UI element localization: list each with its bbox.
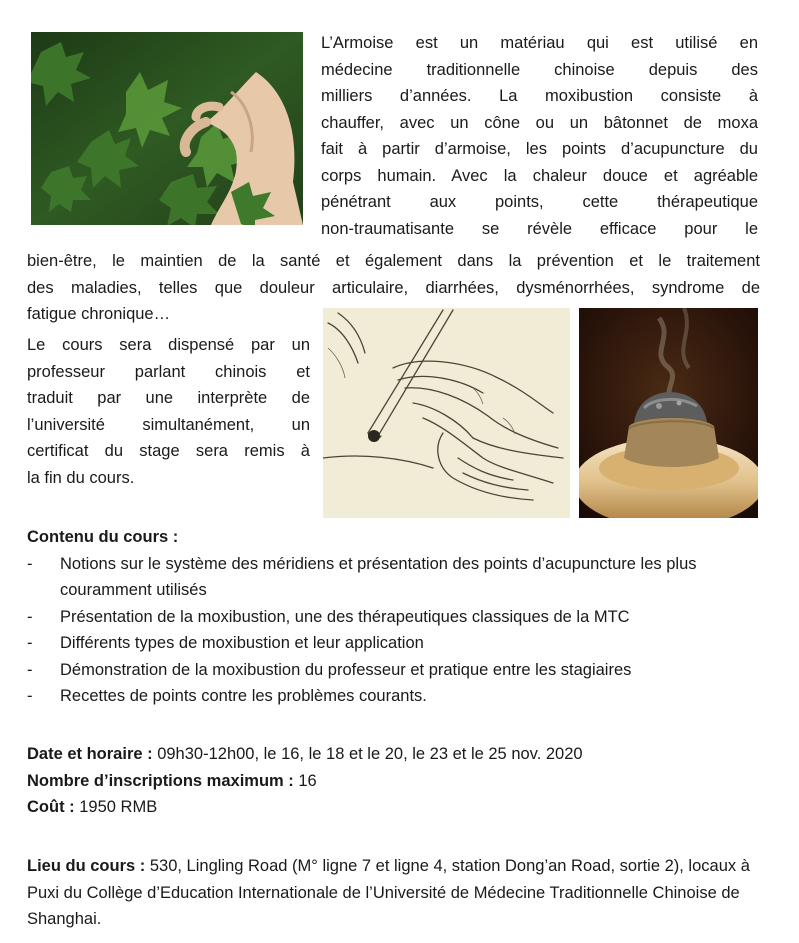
course-line: professeur parlant chinois et	[27, 362, 310, 381]
course-line: Le cours sera dispensé par un	[27, 336, 310, 354]
course-line: certificat du stage sera remis à	[27, 442, 310, 460]
list-item: - Différents types de moxibustion et leur application	[27, 634, 424, 652]
location-paragraph: Lieu du cours : 530, Lingling Road (M° ligne 7 et ligne 4, station Dong’an Road, sortie 2), locaux à Puxi du Collège d’Education Internationale de l’Université de Médecine Traditionnelle Chinoise de Shanghai.	[27, 857, 750, 928]
intro-line: pénétrant aux points, cette thérapeutique	[321, 193, 758, 211]
intro-line: L’Armoise est un matériau qui est utilisé en	[321, 34, 758, 52]
course-content-section	[27, 524, 760, 710]
intro-paragraph	[321, 30, 758, 242]
intro-line: fatigue chronique…	[27, 305, 171, 323]
mugwort-leaves-photo	[31, 32, 303, 225]
max-enrollment-line: Nombre d’inscriptions maximum : 16	[27, 771, 317, 790]
intro-line: bien-être, le maintien de la santé et également dans la prévention et le traitement	[27, 252, 760, 270]
cost-line: Coût : 1950 RMB	[27, 798, 158, 816]
course-line: l’université simultanément, un	[27, 415, 310, 434]
intro-line: corps humain. Avec la chaleur douce et agréable	[321, 166, 758, 185]
course-line: traduit par une interprète de	[27, 389, 310, 407]
course-info	[27, 741, 760, 821]
intro-line: chauffer, avec un cône ou un bâtonnet de moxa	[321, 113, 758, 132]
intro-line: des maladies, telles que douleur articulaire, diarrhées, dysménorrhées, syndrome de	[27, 278, 760, 297]
list-item: - Démonstration de la moxibustion du professeur et pratique entre les stagiaires	[27, 660, 632, 679]
list-item: - Recettes de points contre les problèmes courants.	[27, 687, 427, 705]
course-description	[27, 332, 310, 491]
moxa-cone-photo	[579, 308, 758, 518]
intro-line: milliers d’années. La moxibustion consiste à	[321, 87, 758, 105]
course-location	[27, 853, 760, 933]
course-content-list	[27, 551, 760, 710]
intro-line: non-traumatisante se révèle efficace pour le	[321, 219, 758, 238]
date-line: Date et horaire : 09h30-12h00, le 16, le 18 et le 20, le 23 et le 25 nov. 2020	[27, 745, 583, 763]
intro-line: médecine traditionnelle chinoise depuis des	[321, 60, 758, 79]
section-heading: Contenu du cours :	[27, 528, 179, 546]
moxibustion-sketch	[323, 308, 570, 518]
list-item: - Présentation de la moxibustion, une des thérapeutiques classiques de la MTC	[27, 607, 630, 626]
intro-line: fait à partir d’armoise, les points d’acupuncture du	[321, 140, 758, 158]
course-line: la fin du cours.	[27, 468, 135, 487]
list-item: - Notions sur le système des méridiens et présentation des points d’acupuncture les plus couramment utilisés	[27, 554, 697, 599]
